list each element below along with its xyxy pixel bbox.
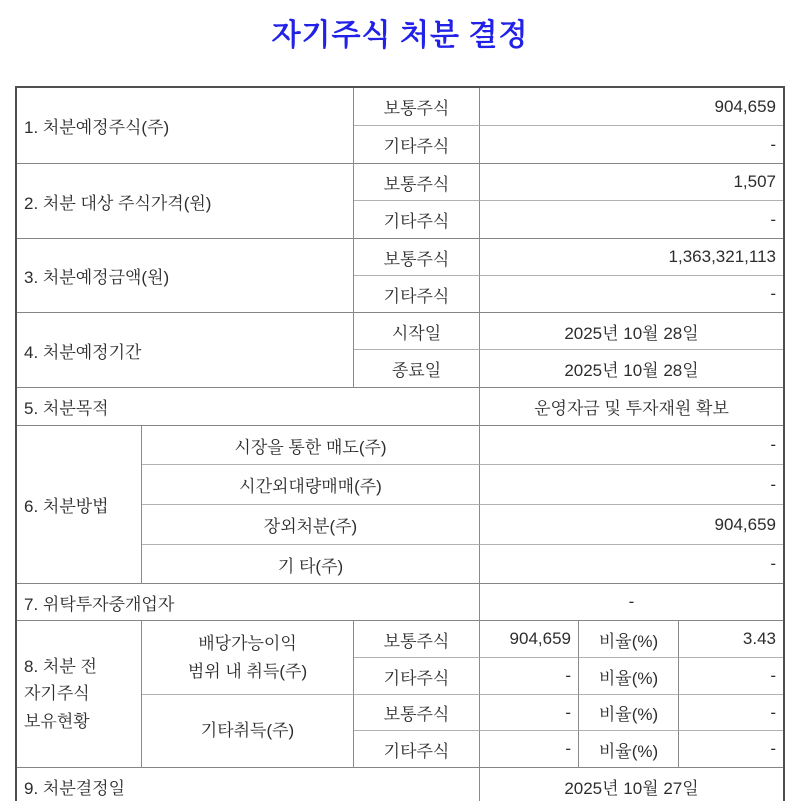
page-title: 자기주식 처분 결정	[271, 19, 529, 52]
row6-method-market-sale-label: 시장을 통한 매도(주)	[142, 426, 480, 465]
row6-label: 6. 처분방법	[17, 426, 142, 584]
row6-method-other-label: 기 타(주)	[142, 545, 480, 584]
row4-start-date-label: 시작일	[354, 313, 480, 350]
row8-group1-other-ratio-value: -	[679, 658, 783, 695]
row3-common-stock-value: 1,363,321,113	[480, 239, 783, 276]
row8-group1-name-line1: 배당가능이익	[198, 634, 297, 654]
row8-group2-name	[142, 695, 354, 768]
row4-end-date-label: 종료일	[354, 350, 480, 388]
row8-label-line2: 자기주식	[24, 684, 90, 704]
row8-group1-name-line2: 범위 내 취득(주)	[187, 661, 308, 681]
row8-group2-common-ratio-value: -	[679, 695, 783, 731]
row4-label: 4. 처분예정기간	[17, 313, 354, 388]
row8-group1-other-stock-value: -	[480, 658, 579, 695]
row8-group2-other-stock-label: 기타주식	[354, 731, 480, 768]
row2-common-stock-value: 1,507	[480, 164, 783, 201]
row2-other-stock-label: 기타주식	[354, 201, 480, 239]
row8-group2-other-ratio-label: 비율(%)	[579, 731, 679, 768]
row8-label-line1: 8. 처분 전	[24, 657, 97, 677]
row8-group2-common-stock-label: 보통주식	[354, 695, 480, 731]
row8-group1-common-ratio-label: 비율(%)	[579, 621, 679, 658]
row5-purpose-value: 운영자금 및 투자재원 확보	[480, 388, 783, 426]
row8-group2-common-stock-value: -	[480, 695, 579, 731]
row8-group2-name-line1: 기타취득(주)	[200, 721, 295, 741]
row1-other-stock-value: -	[480, 126, 783, 164]
row6-method-other-value: -	[480, 545, 783, 584]
row1-other-stock-label: 기타주식	[354, 126, 480, 164]
row9-decision-date-value: 2025년 10월 27일	[564, 779, 699, 798]
row8-group2-other-ratio-value: -	[679, 731, 783, 768]
row3-other-stock-value: -	[480, 276, 783, 313]
row8-group1-other-ratio-label: 비율(%)	[579, 658, 679, 695]
row6-method-otc-disposal-value: 904,659	[480, 505, 783, 545]
row7-label: 7. 위탁투자중개업자	[17, 584, 480, 621]
row8-group1-common-stock-value: 904,659	[480, 621, 579, 658]
row8-group1-name	[142, 621, 354, 695]
row3-label: 3. 처분예정금액(원)	[17, 239, 354, 313]
row2-other-stock-value: -	[480, 201, 783, 239]
row6-method-block-trade-value: -	[480, 465, 783, 505]
row2-label: 2. 처분 대상 주식가격(원)	[17, 164, 354, 239]
row3-other-stock-label: 기타주식	[354, 276, 480, 313]
disclosure-table	[15, 86, 785, 801]
row8-group1-common-stock-label: 보통주식	[354, 621, 480, 658]
row8-group2-other-stock-value: -	[480, 731, 579, 768]
row1-common-stock-label: 보통주식	[354, 88, 480, 126]
row2-common-stock-label: 보통주식	[354, 164, 480, 201]
row8-group2-common-ratio-label: 비율(%)	[579, 695, 679, 731]
row8-group1-other-stock-label: 기타주식	[354, 658, 480, 695]
row4-end-date-value: 2025년 10월 28일	[480, 350, 783, 388]
row1-label: 1. 처분예정주식(주)	[17, 88, 354, 164]
row5-label: 5. 처분목적	[17, 388, 480, 426]
row6-method-otc-disposal-label: 장외처분(주)	[142, 505, 480, 545]
row4-start-date-value: 2025년 10월 28일	[480, 313, 783, 350]
row8-group1-common-ratio-value: 3.43	[679, 621, 783, 658]
row7-broker-value: -	[480, 584, 783, 621]
row8-label	[17, 621, 142, 768]
row6-method-market-sale-value: -	[480, 426, 783, 465]
row9-label: 9. 처분결정일	[17, 768, 480, 801]
row1-common-stock-value: 904,659	[480, 88, 783, 126]
row6-method-block-trade-label: 시간외대량매매(주)	[142, 465, 480, 505]
row8-label-line3: 보유현황	[24, 711, 90, 731]
row3-common-stock-label: 보통주식	[354, 239, 480, 276]
